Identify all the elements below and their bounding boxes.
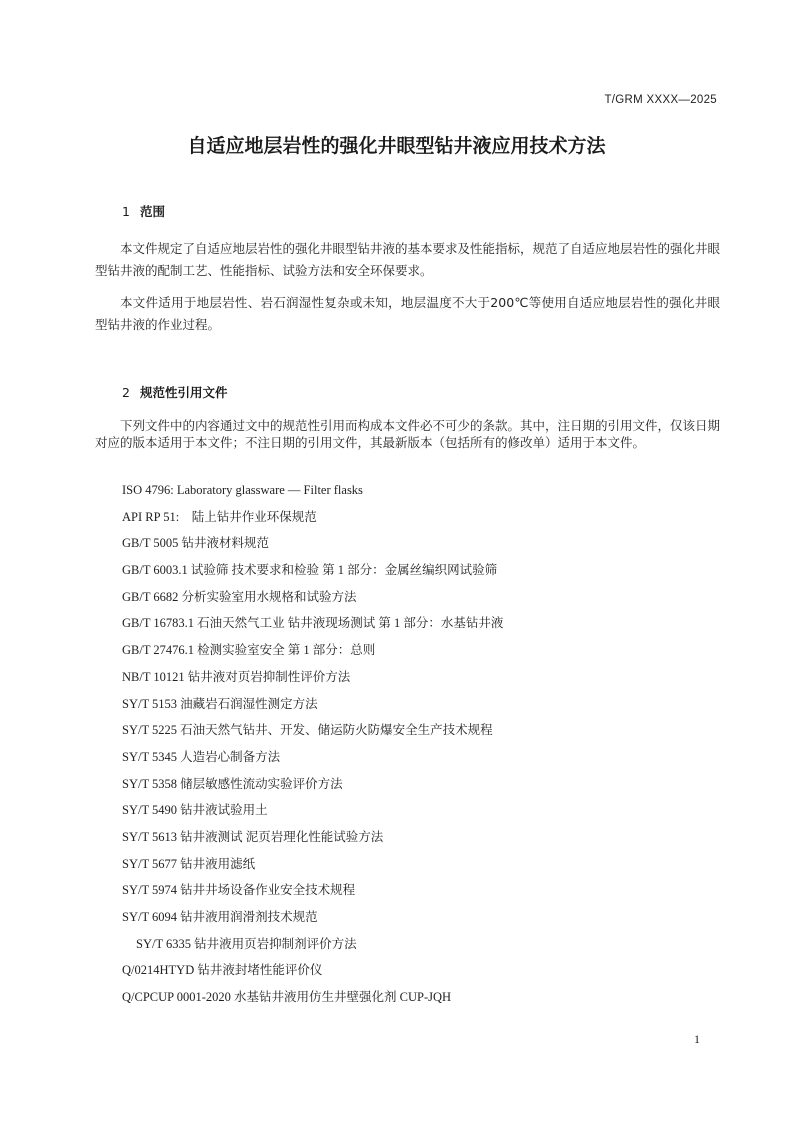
reference-item: Q/0214HTYD 钻井液封堵性能评价仪 xyxy=(122,963,323,978)
section-title: 规范性引用文件 xyxy=(140,385,228,400)
reference-list xyxy=(122,480,503,1014)
reference-item: SY/T 5153 油藏岩石润湿性测定方法 xyxy=(122,696,318,711)
reference-item: ISO 4796: Laboratory glassware — Filter flasks xyxy=(122,483,363,497)
section-number: 2 xyxy=(122,385,130,400)
section-heading-normative-references xyxy=(122,383,228,401)
reference-item: SY/T 6335 钻井液用页岩抑制剂评价方法 xyxy=(136,936,357,951)
section-title: 范围 xyxy=(140,204,166,219)
standard-number: T/GRM XXXX—2025 xyxy=(604,94,717,106)
reference-item: GB/T 5005 钻井液材料规范 xyxy=(122,536,269,551)
reference-item: GB/T 16783.1 石油天然气工业 钻井液现场测试 第 1 部分：水基钻井液 xyxy=(122,616,504,631)
document-title: 自适应地层岩性的强化井眼型钻井液应用技术方法 xyxy=(187,135,606,157)
section-heading-scope xyxy=(122,202,165,220)
reference-item: GB/T 6003.1 试验筛 技术要求和检验 第 1 部分：金属丝编织网试验筛 xyxy=(122,563,498,578)
reference-item: GB/T 6682 分析实验室用水规格和试验方法 xyxy=(122,589,357,604)
section-number: 1 xyxy=(122,204,130,219)
reference-item: Q/CPCUP 0001-2020 水基钻井液用仿生井壁强化剂 CUP-JQH xyxy=(122,990,452,1005)
reference-item: SY/T 6094 钻井液用润滑剂技术规范 xyxy=(122,910,318,924)
reference-item: SY/T 5345 人造岩心制备方法 xyxy=(122,749,281,764)
reference-item: NB/T 10121 钻井液对页岩抑制性评价方法 xyxy=(122,669,351,684)
reference-item: GB/T 27476.1 检测实验室安全 第 1 部分：总则 xyxy=(122,643,376,658)
reference-item: SY/T 5225 石油天然气钻井、开发、储运防火防爆安全生产技术规程 xyxy=(122,723,493,738)
references-intro-paragraph: 下列文件中的内容通过文中的规范性引用而构成本文件必不可少的条款。其中，注日期的引用文件，仅该日期对应的版本适用于本文件；不注日期的引用文件，其最新版本（包括所有的修改单）适用于本文件。 xyxy=(95,418,721,450)
scope-paragraph: 本文件规定了自适应地层岩性的强化井眼型钻井液的基本要求及性能指标，规范了自适应地层岩性的强化井眼型钻井液的配制工艺、性能指标、试验方法和安全环保要求。 xyxy=(95,241,721,278)
reference-item: SY/T 5677 钻井液用滤纸 xyxy=(122,856,256,871)
reference-item: SY/T 5974 钻井井场设备作业安全技术规程 xyxy=(122,883,356,898)
scope-paragraph: 本文件适用于地层岩性、岩石润湿性复杂或未知，地层温度不大于200℃等使用自适应地层岩性的强化井眼型钻井液的作业过程。 xyxy=(95,295,720,332)
page-number: 1 xyxy=(694,1032,700,1046)
reference-item: SY/T 5613 钻井液测试 泥页岩理化性能试验方法 xyxy=(122,829,384,844)
reference-item: SY/T 5490 钻井液试验用土 xyxy=(122,803,268,818)
reference-item: API RP 51: 陆上钻井作业环保规范 xyxy=(122,509,317,524)
reference-item: SY/T 5358 储层敏感性流动实验评价方法 xyxy=(122,776,343,791)
